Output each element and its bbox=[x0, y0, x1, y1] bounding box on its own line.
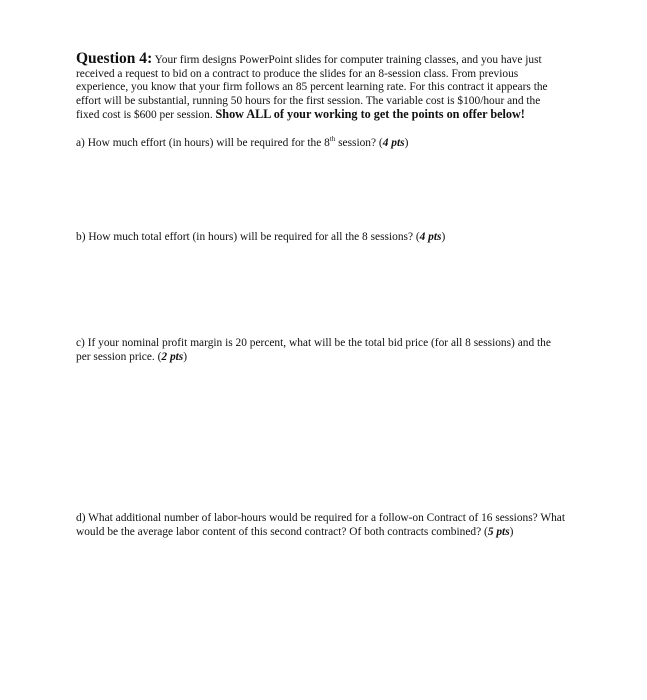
part-d-text: d) What additional number of labor-hours would be required for a follow-on Contract of 16 sessions? What would be the average labor content of this second contract? Of both contracts combined? ( bbox=[76, 512, 566, 538]
part-c-close: ) bbox=[183, 351, 188, 363]
part-a bbox=[76, 136, 566, 150]
part-d bbox=[76, 511, 566, 539]
question-heading: Question 4 bbox=[76, 50, 148, 67]
part-b-text: b) How much total effort (in hours) will be required for all the 8 sessions? ( bbox=[76, 231, 420, 243]
part-a-close: ) bbox=[404, 137, 409, 149]
part-c bbox=[76, 336, 566, 364]
part-b bbox=[76, 230, 566, 244]
part-d-points: 5 pts bbox=[487, 526, 510, 538]
question-intro bbox=[76, 52, 566, 123]
part-b-points: 4 pts bbox=[419, 231, 442, 243]
part-a-text-after: session? ( bbox=[335, 137, 383, 149]
part-d-close: ) bbox=[509, 526, 514, 538]
part-a-points: 4 pts bbox=[382, 137, 405, 149]
question-body: Your firm designs PowerPoint slides for computer training classes, and you have just received a request to bid on a contract to produce the slides for an 8-session class. From previous experience, you know that your firm follows an 85 percent learning rate. For this contract it appears the effort will be substantial, running 50 hours for the first session. The variable cost is $100/hour and the fixed cost is $600 per session. bbox=[76, 54, 548, 122]
part-a-superscript: th bbox=[329, 135, 336, 144]
part-c-points: 2 pts bbox=[161, 351, 184, 363]
part-b-close: ) bbox=[441, 231, 446, 243]
part-a-text: a) How much effort (in hours) will be required for the 8 bbox=[76, 137, 330, 149]
part-c-text: c) If your nominal profit margin is 20 percent, what will be the total bid price (for all 8 sessions) and the per session price. ( bbox=[76, 337, 551, 363]
question-heading-colon: : bbox=[147, 50, 153, 67]
question-instruction: Show ALL of your working to get the points on offer below! bbox=[215, 107, 525, 122]
